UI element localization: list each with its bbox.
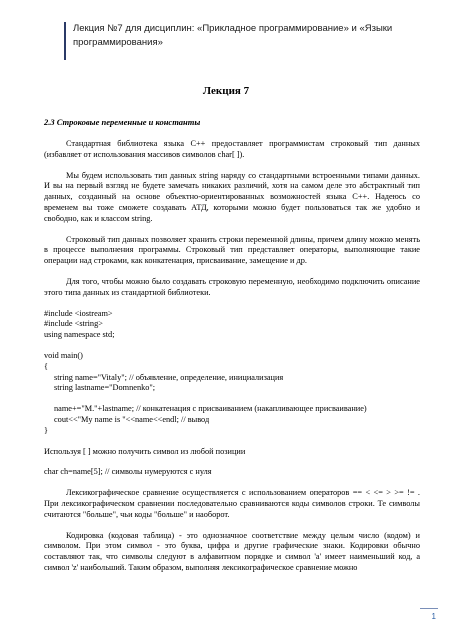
code-include-iostream: #include <iostream>: [44, 308, 113, 318]
paragraph-compare: Лексикографическое сравнение осуществляется с использованием операторов == < <= > >= != . При лексикографическом сравнении последовательно сравниваются коды символов строки. Те символы считаются "больше", чьи коды "больше" и наоборот.: [44, 488, 420, 519]
paragraph-3: Строковый тип данных позволяет хранить строки переменной длины, причем длину можно менять в процессе выполнения программы. Строковый тип представляет операторы, выполняющие такие операции над строками, как конкатенация, присваивание, замещение и др.: [44, 234, 420, 266]
page-number-divider: [420, 608, 438, 609]
code-open-brace: {: [44, 361, 48, 371]
page-header: [64, 22, 394, 60]
code-char-line: char ch=name[5]; // символы нумеруются с нуля: [44, 467, 212, 477]
code-include-string: #include <string>: [44, 319, 103, 329]
code-namespace: using namespace std;: [44, 330, 115, 340]
code-block: [44, 309, 420, 437]
code-line-3: name+="M."+lastname; // конкатенация с присваиванием (накапливающее присваивание): [54, 404, 367, 414]
paragraph-4: Для того, чтобы можно было создавать строковую переменную, необходимо подключить описание этого типа данных из стандартной библиотеки.: [44, 276, 420, 297]
lecture-title: Лекция 7: [202, 85, 250, 97]
header-line-2: программирования»: [73, 37, 163, 48]
code-line-2: string lastname="Domnenko";: [54, 383, 156, 393]
page-number: 1: [431, 612, 436, 621]
code-line-4: cout<<"My name is "<<name<<endl; // вывод: [54, 414, 210, 424]
section-heading: 2.3 Строковые переменные и константы: [44, 117, 201, 127]
paragraph-index: Используя [ ] можно получить символ из любой позиции: [44, 446, 246, 456]
document-body: [44, 139, 420, 574]
paragraph-1: Стандартная библиотека языка С++ предоставляет программистам строковый тип данных (избавляет от использования массивов символов char[ ]).: [44, 139, 420, 159]
paragraph-2: Мы будем использовать тип данных string наряду со стандартными встроенными типами данных. И вы на первый взгляд не будете замечать никаких различий, хотя на самом деле это абстрактный тип данных, созданный на основе объектно-ориентированных возможностей языка С++. Надеюсь со временем вы тоже сможете создавать АТД, которыми можно будет пользоваться так же удобно и свободно, как и классом string.: [44, 170, 420, 223]
code-main: void main(): [44, 350, 83, 360]
code-close-brace: }: [44, 425, 48, 435]
header-line-1: Лекция №7 для дисциплин: «Прикладное программирование» и «Языки: [73, 23, 393, 34]
code-line-1: string name="Vitaly"; // объявление, определение, инициализация: [54, 372, 284, 382]
paragraph-encoding: Кодировка (кодовая таблица) - это однозначное соответствие между целым число (кодом) и символом. При этом символ - это буква, цифра и другие графические знаки. Кодировки обычно составляют так, что символы следуют в алфавитном порядке и символ 'a' имеет наименьший код, а символ 'z' наибольший. Таким образом, выполняя лексикографическое сравнение можно: [44, 530, 420, 572]
